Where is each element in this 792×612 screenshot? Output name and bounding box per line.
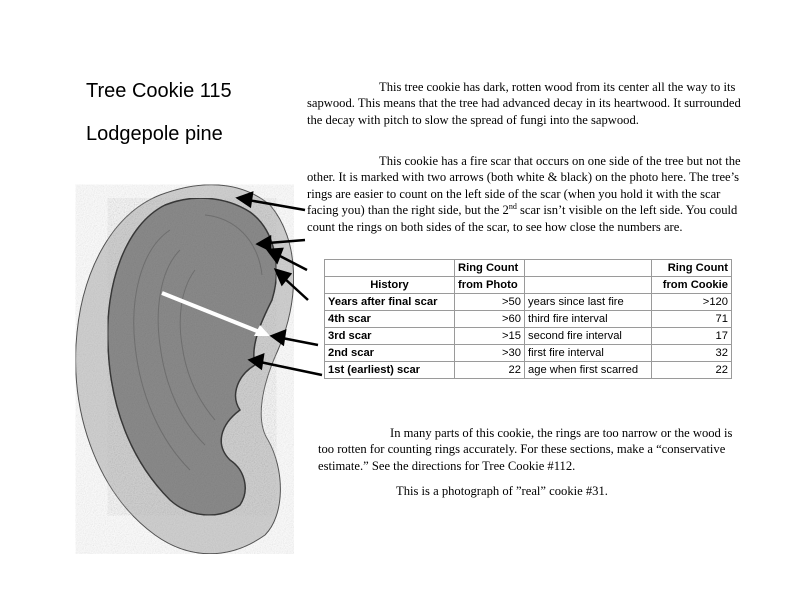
table-row: Years after final scar >50 years since last fire >120	[325, 294, 732, 311]
table-row: 2nd scar >30 first fire interval 32	[325, 345, 732, 362]
table-row: 4th scar >60 third fire interval 71	[325, 311, 732, 328]
paragraph-decay: This tree cookie has dark, rotten wood from its center all the way to its sapwood. This means that the tree had advanced decay in its heartwood. It surrounded the decay with pitch to slow the spread of fungi into the sapwood.	[307, 80, 741, 127]
paragraph-fire-scar: This cookie has a fire scar that occurs on one side of the tree but not the other. It is marked with two arrows (both white & black) on the photo here. The tree’s rings are easier to count on the left side of the scar (when you hold it with the scar facing you) than the right side, but the 2nd scar isn’t visible on the left side. You could count the rings on both sides of the scar, to see how close the numbers are.	[307, 154, 741, 234]
cookie-title: Tree Cookie 115	[86, 80, 232, 102]
table-header-row: Ring Count Ring Count	[325, 260, 732, 277]
paragraph-estimate: In many parts of this cookie, the rings are too narrow or the wood is too rotten for counting rings accurately. For these sections, make a “conservative estimate.” See the directions for Tree Cookie #112.	[318, 426, 733, 473]
table-row: 3rd scar >15 second fire interval 17	[325, 328, 732, 345]
table-row: 1st (earliest) scar 22 age when first scarred 22	[325, 362, 732, 379]
table-header-row: History from Photo from Cookie	[325, 277, 732, 294]
paragraph-photo-note: This is a photograph of ”real” cookie #31.	[396, 484, 608, 498]
species-title: Lodgepole pine	[86, 123, 223, 145]
ring-count-table	[324, 259, 732, 379]
